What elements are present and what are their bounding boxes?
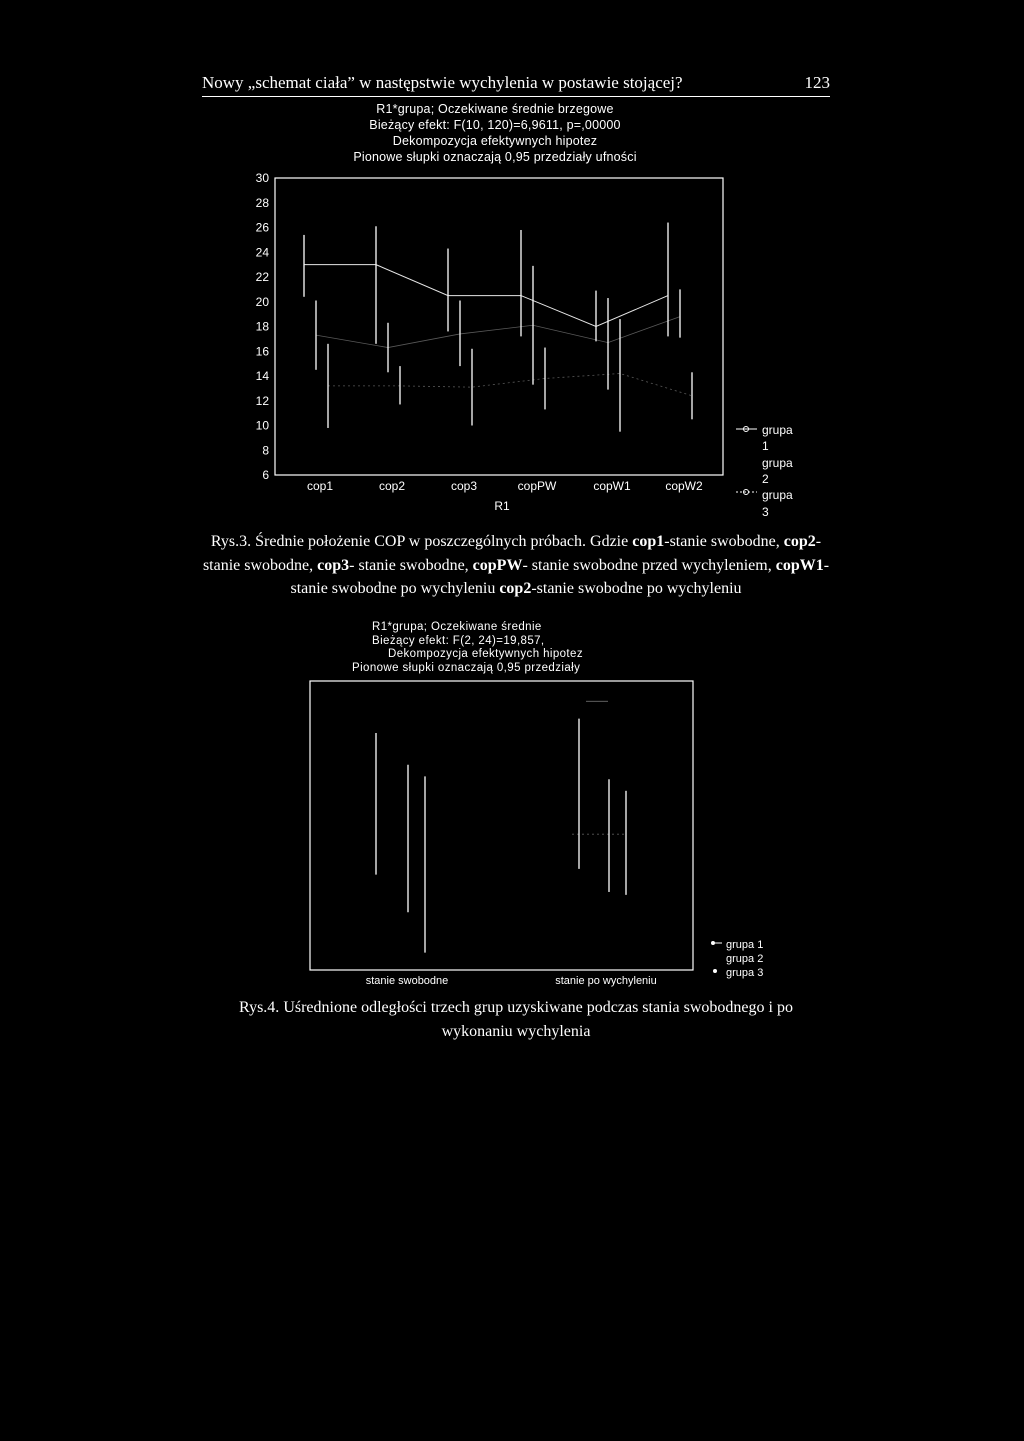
figure2-decomposition: Dekompozycja efektywnych hipotez [388,648,583,660]
caption1-text-4: - stanie swobodne, [349,556,473,574]
y-tick-label: 16 [255,344,269,359]
caption1-text-6: wychyleniem, [681,556,776,574]
figure1-caption [202,530,830,601]
figure2-caption [202,996,830,1043]
figure1-plot-frame [275,178,723,475]
figure1-title: R1*grupa; Oczekiwane średnie brzegowe [376,102,614,116]
y-tick-label: 22 [255,270,269,284]
y-tick-label: 6 [262,468,269,482]
caption1-label: Rys.3. [210,533,252,550]
y-tick-label: 10 [255,418,269,433]
x-tick-label-cop1: cop1 [306,479,334,493]
y-tick-label: 12 [255,393,269,408]
figure2-title-block [352,621,682,675]
figure2-xlabel-stanie-po-wychyleniu: stanie po wychyleniu [555,975,657,987]
figure2-chart [290,676,810,988]
running-header [202,70,830,97]
figure2-xlabel-stanie-swobodne: stanie swobodne [365,975,449,987]
caption1-bold-cop2: cop2 [783,533,816,550]
legend-label-grupa-3: grupa [762,488,793,502]
x-tick-label-cop3: cop3 [450,479,478,493]
x-tick-label-copW1: copW1 [593,479,631,493]
figure2-effect: Bieżący efekt: F(2, 24)=19,857, [372,634,545,647]
caption1-text-3: - stanie swobodne, [202,533,822,574]
figure1-bars-note: Pionowe słupki oznaczają 0,95 przedziały ufności [353,150,637,164]
figure1-title-block [300,101,690,165]
caption1-text-8: -stanie swobodne po wychyleniu [531,580,742,597]
legend2-label-grupa-1: grupa 1 [726,939,764,951]
caption1-bold-cop1: cop1 [632,533,665,550]
figure1-xlabel: R1 [494,499,510,513]
y-tick-label: 24 [255,245,269,260]
y-tick-label: 28 [255,195,269,210]
caption2-label: Rys.4. [239,999,280,1016]
caption1-bold-copW1: copW1 [775,556,824,574]
figure1-chart [240,165,820,525]
series-line-grupa-2 [316,317,680,348]
figure2-legend [711,939,763,979]
page-number: 123 [804,73,830,92]
legend-label-grupa-2: grupa [762,456,793,470]
y-tick-label: 26 [255,220,269,235]
figure1-legend [736,423,793,519]
y-tick-label: 8 [262,443,269,458]
legend-num-grupa-3: 3 [762,505,769,519]
figure2-title: R1*grupa; Oczekiwane średnie [372,621,542,633]
caption1-text-5: - stanie swobodne przed [522,556,678,574]
legend2-marker-grupa-3 [713,969,717,973]
series-line-grupa-1 [304,265,668,327]
x-tick-label-cop2: cop2 [378,479,406,493]
x-tick-label-copW2: copW2 [665,479,703,493]
y-tick-label: 20 [255,294,269,309]
caption1-bold-cop2-b: cop2 [499,580,532,597]
legend2-marker-grupa-1 [711,941,715,945]
figure2-plot-frame [310,681,693,970]
caption1-text-1: Średnie położenie COP w poszczególnych próbach. Gdzie [255,533,633,550]
series-line-grupa-3 [328,374,692,396]
legend2-label-grupa-2: grupa 2 [726,953,764,965]
caption1-bold-copPW: copPW [472,556,523,574]
header-title: Nowy „schemat ciała” w następstwie wychylenia w postawie stojącej? [202,73,683,92]
caption1-text-7: - stanie swobodne po wychyleniu [290,556,830,597]
y-tick-label: 14 [255,369,269,383]
figure1-effect: Bieżący efekt: F(10, 120)=6,9611, p=,00000 [369,118,621,132]
y-tick-label: 18 [255,319,269,334]
figure1-decomposition: Dekompozycja efektywnych hipotez [392,134,598,148]
x-tick-label-copPW: copPW [517,479,557,493]
y-tick-label: 30 [255,171,269,185]
legend-num-grupa-1: 1 [762,439,769,453]
caption1-bold-cop3: cop3 [317,556,350,574]
caption2-line1: Uśrednione odległości trzech grup uzyskiwane podczas stania swobodnego i po [283,999,793,1016]
caption2-line2: wykonaniu wychylenia [441,1022,591,1040]
legend-label-grupa-1: grupa [762,423,793,437]
figure2-bars-note: Pionowe słupki oznaczają 0,95 przedziały [352,661,581,674]
legend-num-grupa-2: 2 [762,472,769,486]
legend2-label-grupa-3: grupa 3 [726,967,764,979]
caption1-text-2: -stanie swobodne, [664,533,780,550]
